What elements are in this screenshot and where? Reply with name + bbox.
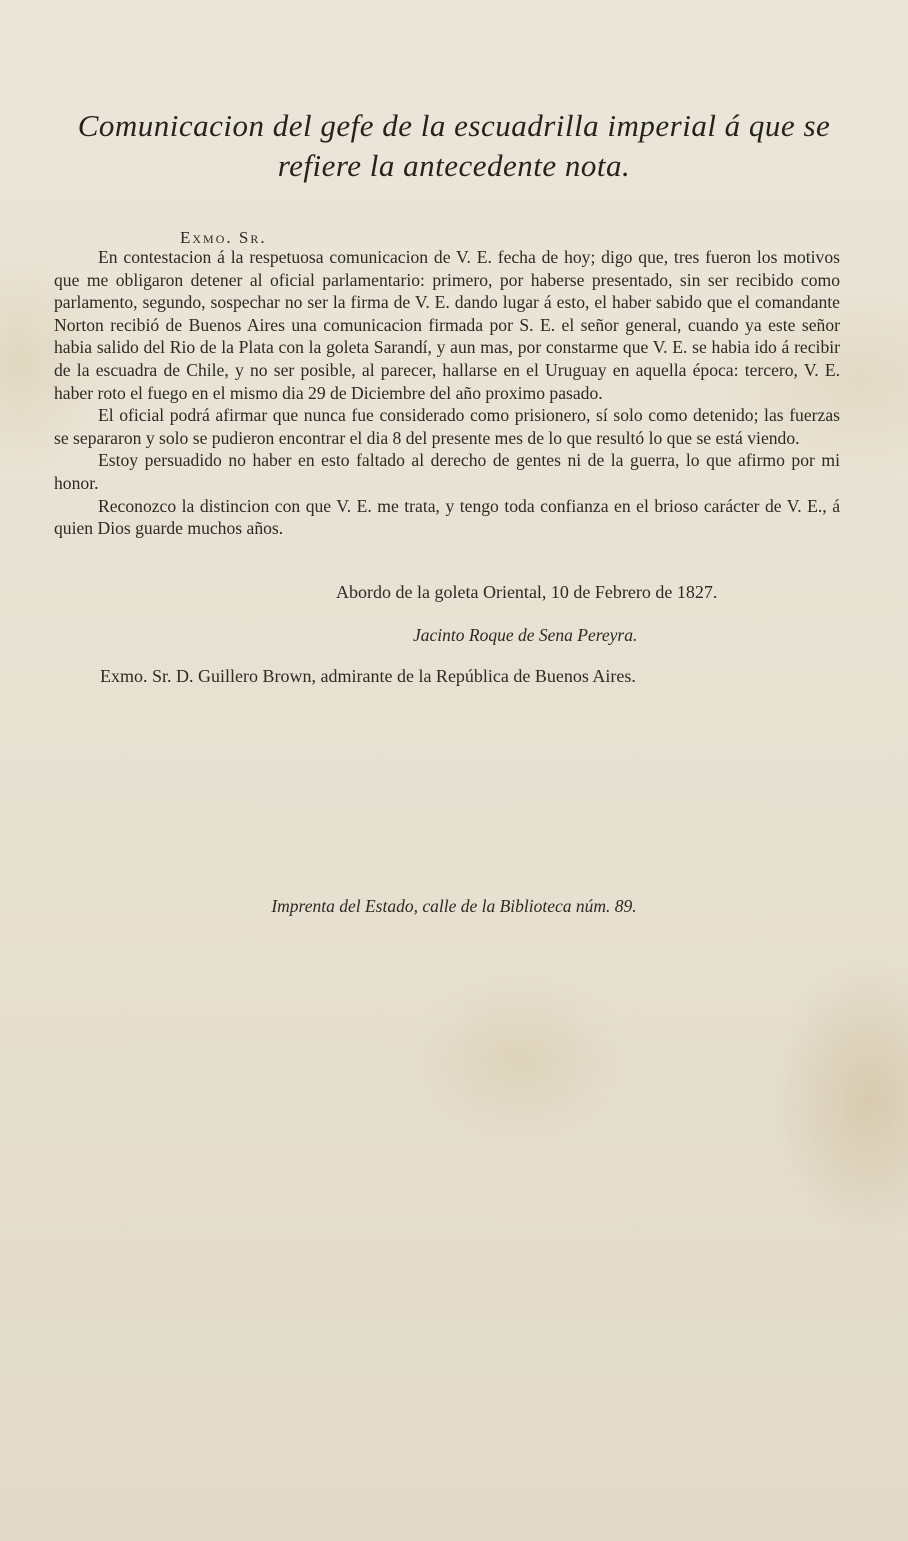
closing-place-date: Abordo de la goleta Oriental, 10 de Febrero de 1827. [336, 582, 718, 602]
paragraph-4: Reconozco la distincion con que V. E. me trata, y tengo toda confianza en el brioso carácter de V. E., á quien Dios guarde muchos años. [54, 495, 840, 539]
salutation: Exmo. Sr. [180, 228, 267, 247]
signature: Jacinto Roque de Sena Pereyra. [413, 625, 638, 645]
addressee: Exmo. Sr. D. Guillero Brown, admirante de la República de Buenos Aires. [100, 666, 636, 686]
paragraph-3: Estoy persuadido no haber en esto faltado al derecho de gentes ni de la guerra, lo que afirmo por mi honor. [54, 450, 840, 493]
document-title: Comunicacion del gefe de la escuadrilla imperial á que se refiere la antecedente nota. [77, 108, 831, 183]
letter-body [54, 246, 840, 540]
paragraph-2: El oficial podrá afirmar que nunca fue considerado como prisionero, sí solo como detenido; las fuerzas se separaron y solo se pudieron encontrar el dia 8 del presente mes de lo que resultó lo que se está viendo. [54, 405, 840, 448]
printer-imprint: Imprenta del Estado, calle de la Biblioteca núm. 89. [271, 896, 637, 916]
paragraph-1: En contestacion á la respetuosa comunicacion de V. E. fecha de hoy; digo que, tres fueron los motivos que me obligaron detener al oficial parlamentario: primero, por haberse presentado, sin ser recibido como parlamento, segundo, sospechar no ser la firma de V. E. dando lugar á esto, el haber sabido que el comandante Norton recibió de Buenos Aires una comunicacion firmada por S. E. el señor general, cuando ya este señor habia salido del Rio de la Plata con la goleta Sarandí, y aun mas, por constarme que V. E. se habia ido á recibir de la escuadra de Chile, y no ser posible, al parecer, hallarse en el Uruguay en aquella época: tercero, V. E. haber roto el fuego en el mismo dia 29 de Diciembre del año proximo pasado. [54, 247, 840, 403]
